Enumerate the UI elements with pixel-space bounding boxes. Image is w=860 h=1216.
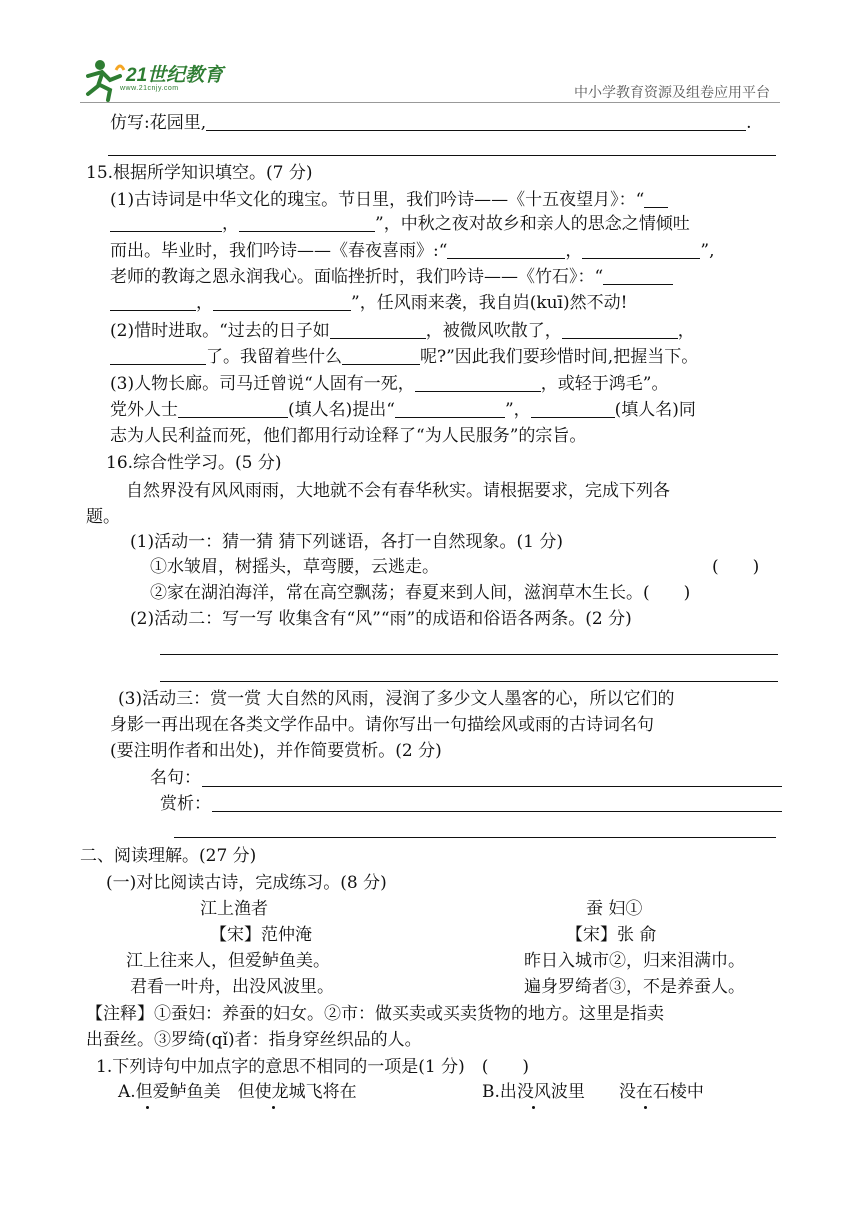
q15-3-text: (填人名)提出“ (288, 400, 395, 420)
appreciate-input[interactable] (212, 811, 782, 812)
q15-2-line-a (110, 320, 695, 342)
q15-3-line-a (110, 373, 668, 395)
appreciate-label: 赏析： (160, 794, 211, 814)
answer-blank[interactable] (110, 215, 222, 232)
answer-blank[interactable] (395, 401, 505, 418)
q15-1-line-e (110, 292, 627, 314)
q15-3-line-b (110, 399, 696, 421)
sep: ， (222, 214, 239, 234)
emphasis-dot (644, 1106, 647, 1109)
q15-1-text: 而出。毕业时，我们吟诗——《春夜喜雨》:“ (110, 241, 448, 261)
answer-rule[interactable] (160, 654, 778, 655)
answer-rule[interactable] (174, 837, 776, 838)
emphasis-dot (532, 1106, 535, 1109)
q15-1-text: ”, (700, 241, 715, 261)
answer-blank[interactable] (582, 242, 700, 259)
sep: ， (677, 321, 695, 341)
q16-3-b: 身影一再出现在各类文学作品中。请你写出一句描绘风或雨的古诗词名句 (110, 715, 654, 735)
poem-1-line-2: 君看一叶舟，出没风波里。 (130, 977, 334, 997)
notes-line-b: 出蚕丝。③罗绮(qǐ)者：指身穿丝织品的人。 (86, 1030, 422, 1050)
q16-1-riddle-2: ②家在湖泊海洋，常在高空飘荡；春夏来到人间，滋润草木生长。( ) (150, 583, 691, 603)
imitate-end: . (746, 113, 752, 133)
option-a[interactable]: A.但爱鲈鱼美 但使龙城飞将在 (118, 1082, 357, 1102)
q15-3-text: ，或轻于鸿毛”。 (540, 374, 669, 394)
q15-3-text: (3)人物长廊。司马迁曾说“人固有一死， (110, 374, 415, 394)
answer-blank[interactable] (342, 348, 420, 365)
answer-blank[interactable] (178, 401, 288, 418)
poem-2-title: 蚕 妇① (586, 899, 643, 919)
emphasis-dot (146, 1106, 149, 1109)
q15-1-text: 老师的教诲之恩永润我心。面临挫折时，我们吟诗——《竹石》：“ (110, 267, 604, 287)
q15-2-text: 了。我留着些什么 (206, 347, 342, 367)
notes-line-a: 【注释】①蚕妇：养蚕的妇女。②市：做买卖或买卖货物的地方。这里是指卖 (86, 1004, 664, 1024)
logo-url: www.21cnjy.com (120, 85, 179, 92)
famous-line-input[interactable] (202, 786, 782, 787)
answer-blank[interactable] (447, 242, 565, 259)
answer-blank[interactable] (644, 191, 668, 208)
q15-1-line-a (110, 189, 668, 211)
answer-blank[interactable] (239, 215, 375, 232)
imitate-prompt: 仿写:花园里, (110, 113, 207, 133)
q15-3-line-c: 志为人民利益而死，他们都用行动诠释了“为人民服务”的宗旨。 (110, 426, 587, 446)
poem-2-line-2: 遍身罗绮者③，不是养蚕人。 (524, 977, 745, 997)
q15-1-line-b (110, 213, 690, 235)
q16-intro-b: 题。 (86, 507, 120, 527)
question-1: 1.下列诗句中加点字的意思不相同的一项是(1 分) ( ) (96, 1057, 529, 1077)
q15-2-text: ，被微风吹散了， (425, 321, 562, 341)
poem-2-line-1: 昨日入城市②，归来泪满巾。 (524, 951, 745, 971)
sep: ， (565, 241, 583, 261)
q15-1-line-c (110, 240, 715, 262)
answer-blank[interactable] (562, 322, 678, 339)
platform-name: 中小学教育资源及组卷应用平台 (574, 85, 770, 101)
poem-1-author: 【宋】范仲淹 (210, 925, 312, 945)
poem-1-title: 江上渔者 (200, 899, 268, 919)
q16-title: 16.综合性学习。(5 分) (106, 453, 282, 473)
answer-blank[interactable] (603, 268, 673, 285)
q16-3-a: (3)活动三：赏一赏 大自然的风雨，浸润了多少文人墨客的心，所以它们的 (118, 689, 675, 709)
option-b[interactable]: B.出没风波里 没在石棱中 (482, 1082, 704, 1102)
header-divider (80, 102, 780, 103)
answer-rule[interactable] (160, 681, 778, 682)
q15-1-line-d (110, 266, 673, 288)
q15-3-text: 党外人士 (110, 400, 178, 420)
answer-blank[interactable] (213, 294, 351, 311)
imitate-line (110, 112, 752, 134)
q15-1-text: (1)古诗词是中华文化的瑰宝。节日里，我们吟诗——《十五夜望月》：“ (110, 190, 645, 210)
emphasis-dot (272, 1106, 275, 1109)
section-2-part-1: (一)对比阅读古诗，完成练习。(8 分) (106, 873, 387, 893)
q15-2-line-b (110, 346, 698, 368)
answer-blank[interactable] (206, 114, 746, 131)
answer-blank[interactable] (415, 375, 541, 392)
q16-3-c: (要注明作者和出处)，并作简要赏析。(2 分) (110, 741, 442, 761)
answer-blank[interactable] (110, 294, 196, 311)
answer-blank[interactable] (531, 401, 615, 418)
q16-intro-a: 自然界没有风风雨雨，大地就不会有春华秋实。请根据要求，完成下列各 (126, 481, 670, 501)
sep: ， (196, 293, 213, 313)
section-2-title: 二、阅读理解。(27 分) (80, 846, 257, 866)
q15-1-text: ”，任风雨来袭，我自岿(kuī)然不动! (351, 293, 628, 313)
q15-3-text: (填人名)同 (614, 400, 696, 420)
poem-1-line-1: 江上往来人，但爱鲈鱼美。 (126, 951, 330, 971)
q16-1-riddle-1: ①水皱眉，树摇头，草弯腰，云逃走。 (150, 557, 439, 577)
poem-2-author: 【宋】张 俞 (566, 925, 657, 945)
q16-1: (1)活动一：猜一猜 猜下列谜语，各打一自然现象。(1 分) (130, 532, 563, 552)
q15-2-text: (2)惜时进取。“过去的日子如 (110, 321, 330, 341)
answer-rule[interactable] (108, 155, 776, 156)
answer-paren[interactable]: ( ) (712, 557, 760, 577)
q15-3-text: ”， (504, 400, 531, 420)
q16-2: (2)活动二：写一写 收集含有“风”“雨”的成语和俗语各两条。(2 分) (130, 609, 632, 629)
q15-1-text: ”，中秋之夜对故乡和亲人的思念之情倾吐 (375, 214, 690, 234)
q15-title: 15.根据所学知识填空。(7 分) (86, 163, 313, 183)
answer-blank[interactable] (330, 322, 426, 339)
famous-line-label: 名句： (150, 768, 201, 788)
answer-blank[interactable] (110, 348, 206, 365)
logo-text: 21世纪教育 (126, 65, 224, 86)
q15-2-text: 呢?”因此我们要珍惜时间,把握当下。 (420, 347, 699, 367)
